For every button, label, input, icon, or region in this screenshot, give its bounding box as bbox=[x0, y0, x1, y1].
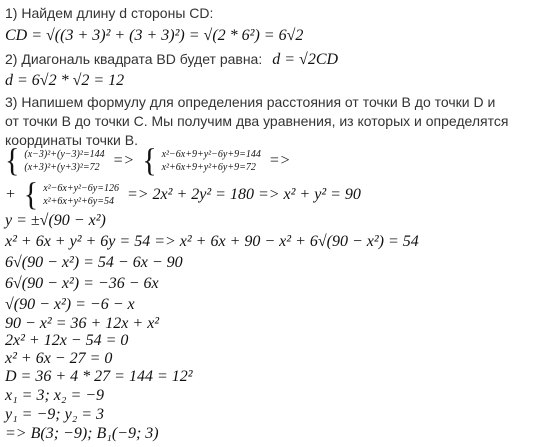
y-expression: y = ±√(90 − x²) bbox=[5, 212, 106, 229]
left-brace: { bbox=[5, 142, 20, 179]
equation-step-5: 2x² + 12x − 54 = 0 bbox=[5, 332, 129, 349]
equation-system-1 bbox=[5, 142, 294, 179]
system-1-eq-3: x²−6x+9+y²−6y+9=144 bbox=[161, 149, 261, 160]
step-3-heading-line-1: 3) Напишем формулу для определения расстояния от точки B до точки D и bbox=[5, 94, 496, 110]
cd-length-formula: CD = √((3 + 3)² + (3 + 3)²) = √(2 * 6²) = 6√2 bbox=[5, 27, 304, 44]
system-2-equations bbox=[43, 182, 119, 208]
system-2-result: => 2x² + 2y² = 180 => x² + y² = 90 bbox=[126, 186, 361, 203]
step-1-heading: 1) Найдем длину d стороны CD: bbox=[5, 5, 214, 21]
system-2-eq-2: x²+6x+y²+6y=54 bbox=[43, 196, 114, 207]
equation-step-6: x² + 6x − 27 = 0 bbox=[5, 350, 113, 367]
equation-step-3: √(90 − x²) = −6 − x bbox=[5, 296, 135, 313]
implies-arrow: => bbox=[112, 152, 135, 169]
final-answer: => B(3; −9); B₁(−9; 3) bbox=[5, 425, 159, 442]
system-1-eq-2: (x+3)²+(y+3)²=72 bbox=[24, 162, 100, 173]
step-2-line bbox=[5, 50, 338, 69]
equation-step-2: 6√(90 − x²) = −36 − 6x bbox=[5, 275, 159, 292]
system-1-eq-4: x²+6x+9+y²+6y+9=72 bbox=[161, 162, 256, 173]
step-3-heading-line-3: координаты точки B. bbox=[5, 132, 138, 148]
diagonal-value: d = 6√2 * √2 = 12 bbox=[5, 72, 125, 89]
system-2-eq-1: x²−6x+y²−6y=126 bbox=[43, 183, 119, 194]
x-roots: x₁ = 3; x₂ = −9 bbox=[5, 387, 105, 404]
left-brace: { bbox=[142, 142, 157, 179]
equation-system-2 bbox=[5, 176, 365, 213]
system-1-eq-1: (x−3)²+(y−3)²=144 bbox=[24, 149, 105, 160]
substitution-equation: x² + 6x + y² + 6y = 54 => x² + 6x + 90 − x² + 6√(90 − x²) = 54 bbox=[5, 233, 419, 250]
diagonal-formula: d = √2CD bbox=[272, 51, 339, 68]
discriminant: D = 36 + 4 * 27 = 144 = 12² bbox=[5, 368, 193, 385]
step-2-heading: 2) Диагональ квадрата BD будет равна: bbox=[5, 51, 263, 67]
system-1-expanded bbox=[162, 148, 261, 174]
equation-step-4: 90 − x² = 36 + 12x + x² bbox=[5, 315, 160, 332]
equation-step-1: 6√(90 − x²) = 54 − 6x − 90 bbox=[5, 254, 183, 271]
implies-arrow: => bbox=[268, 152, 291, 169]
left-brace: { bbox=[23, 176, 39, 213]
y-roots: y₁ = −9; y₂ = 3 bbox=[5, 406, 105, 423]
plus-sign: + bbox=[5, 186, 16, 203]
system-1-original bbox=[24, 148, 104, 174]
step-3-heading-line-2: от точки B до точки C. Мы получим два уравнения, из которых и определятся bbox=[5, 113, 509, 129]
